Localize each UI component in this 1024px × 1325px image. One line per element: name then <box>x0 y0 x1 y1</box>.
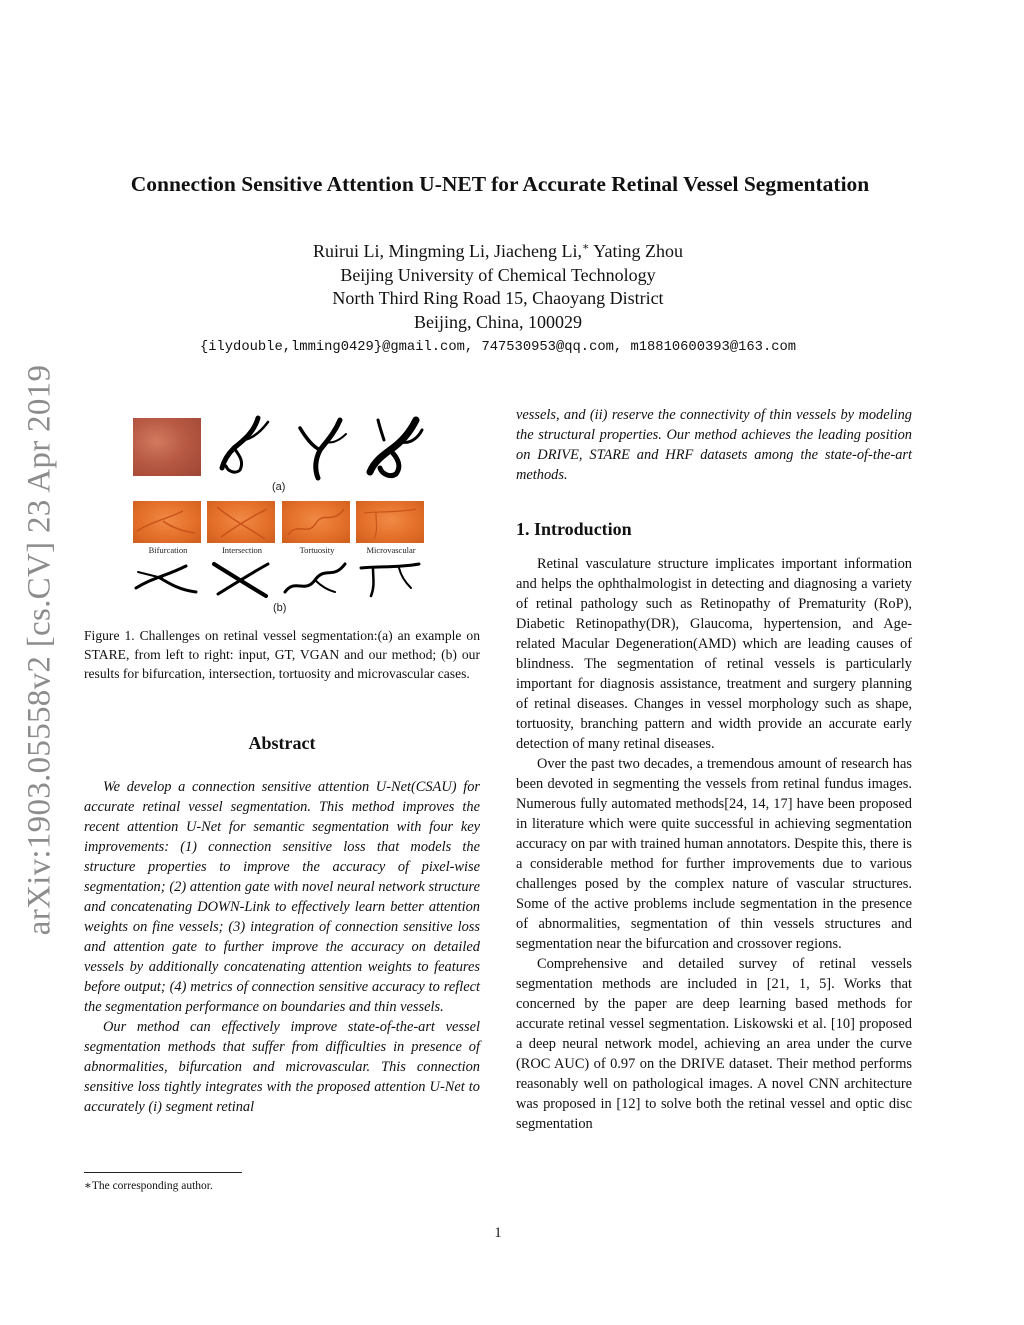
tortuosity-image <box>282 501 350 543</box>
ground-truth-vessel-map <box>214 414 274 484</box>
address: North Third Ring Road 15, Chaoyang District <box>332 288 664 308</box>
vgan-vessel-map <box>290 414 350 484</box>
abstract-body <box>84 777 480 1117</box>
city: Beijing, China, 100029 <box>414 311 582 332</box>
arxiv-identifier: arXiv:1903.05558v2 [cs.CV] 23 Apr 2019 <box>21 364 58 936</box>
abstract-paragraph: Our method can effectively improve state-of-the-art vessel segmentation methods that suffer from difficulties in presence of abnormalities, bifurcation and microvascular. This connection sensitive loss tightly integrates with the proposed attention U-Net to accurately (i) segment retinal <box>84 1019 480 1115</box>
page-number: 1 <box>494 1225 502 1241</box>
abstract-heading: Abstract <box>248 733 316 753</box>
category-intersection: Intersection <box>221 545 263 555</box>
intro-paragraph: Comprehensive and detailed survey of retinal vessels segmentation methods are included in [21, 1, 5]. Works that concerned by the paper are deep learning based methods for accurate retinal vessel segmentation. Liskowski et al. [10] proposed a deep neural network model, achieving an area under the curve (ROC AUC) of 0.97 on the DRIVE dataset. Their method performs reasonably well on pathological images. A novel CNN architecture was proposed in [12] to solve both the retinal vessel and optic disc segmentation <box>516 956 912 1132</box>
label-a: (a) <box>272 481 286 493</box>
figure-1 <box>132 412 427 622</box>
affiliation: Beijing University of Chemical Technology <box>340 264 656 285</box>
section-heading-introduction: 1. Introduction <box>516 519 632 539</box>
category-bifurcation: Bifurcation <box>148 545 188 555</box>
paper-title: Connection Sensitive Attention U-NET for Accurate Retinal Vessel Segmentation <box>130 172 870 196</box>
introduction-body <box>516 554 912 1134</box>
footnote-rule <box>84 1172 242 1173</box>
intersection-result <box>206 558 276 598</box>
bifurcation-image <box>133 501 201 543</box>
abstract-paragraph: We develop a connection sensitive attention U-Net(CSAU) for accurate retinal vessel segmentation. This method improves the recent attention U-Net for semantic segmentation with four key improvements: (1) connection sensitive loss that models the structure properties to improve the accuracy of pixel-wise segmentation; (2) attention gate with novel neural network structure and concatenating DOWN-Link to effectively learn better attention weights on fine vessels; (3) integration of connection sensitive loss and attention gate to further improve the accuracy on detailed vessels by additionally concatenating attention weights to features before output; (4) metrics of connection sensitive accuracy to reflect the segmentation performance on boundaries and thin vessels. <box>84 779 480 1015</box>
author-block <box>0 240 996 360</box>
author-names: Ruirui Li, Mingming Li, Jiacheng Li,∗ Yating Zhou <box>313 241 683 261</box>
bifurcation-result <box>132 558 202 598</box>
input-retina-image <box>133 418 201 476</box>
emails: {ilydouble,lmming0429}@gmail.com, 747530953@qq.com, m18810600393@163.com <box>199 340 797 355</box>
intro-paragraph: Over the past two decades, a tremendous amount of research has been devoted in segmenting the vessels from retinal fundus images. Numerous fully automated methods[24, 14, 17] have been proposed in literature which were quite successful in achieving segmentation accuracy on par with trained human annotators. Despite this, there is a considerable method for further improvements due to various challenges posed by the complex nature of vascular structures. Some of the active problems include segmentation in the presence of abnormalities, segmentation of thin vessels structures and segmentation near the bifurcation and crossover regions. <box>516 756 912 952</box>
footnote: ∗The corresponding author. <box>84 1180 213 1192</box>
our-method-vessel-map <box>364 414 426 484</box>
tortuosity-result <box>281 558 351 598</box>
abstract-continuation: vessels, and (ii) reserve the connectivity of thin vessels by modeling the structural properties. Our method achieves the leading position on DRIVE, STARE and HRF datasets among the state-of-the-art methods. <box>516 407 912 483</box>
label-b: (b) <box>273 602 287 614</box>
microvascular-result <box>355 558 425 598</box>
microvascular-image <box>356 501 424 543</box>
intersection-image <box>207 501 275 543</box>
arxiv-side-stamp <box>18 350 62 950</box>
category-tortuosity: Tortuosity <box>299 545 335 555</box>
category-microvascular: Microvascular <box>366 545 416 555</box>
figure-caption: Figure 1. Challenges on retinal vessel segmentation:(a) an example on STARE, from left to right: input, GT, VGAN and our method; (b) our results for bifurcation, intersection, tortuosity and microvascular cases. <box>84 628 480 681</box>
intro-paragraph: Retinal vasculature structure implicates important information and helps the ophthalmologist in detecting and diagnosing a variety of retinal pathology such as Retinopathy of Prematurity (RoP), Diabetic Retinopathy(DR), Glaucoma, hypertension, and Age-related Macular Degeneration(AMD) which are leading causes of blindness. The segmentation of retinal vessels is particularly important for diagnosis assistance, treatment and surgery planning of retinal diseases. Changes in vessel morphology such as shape, tortuosity, branching pattern and width provide an accurate early detection of many retinal diseases. <box>516 556 912 752</box>
